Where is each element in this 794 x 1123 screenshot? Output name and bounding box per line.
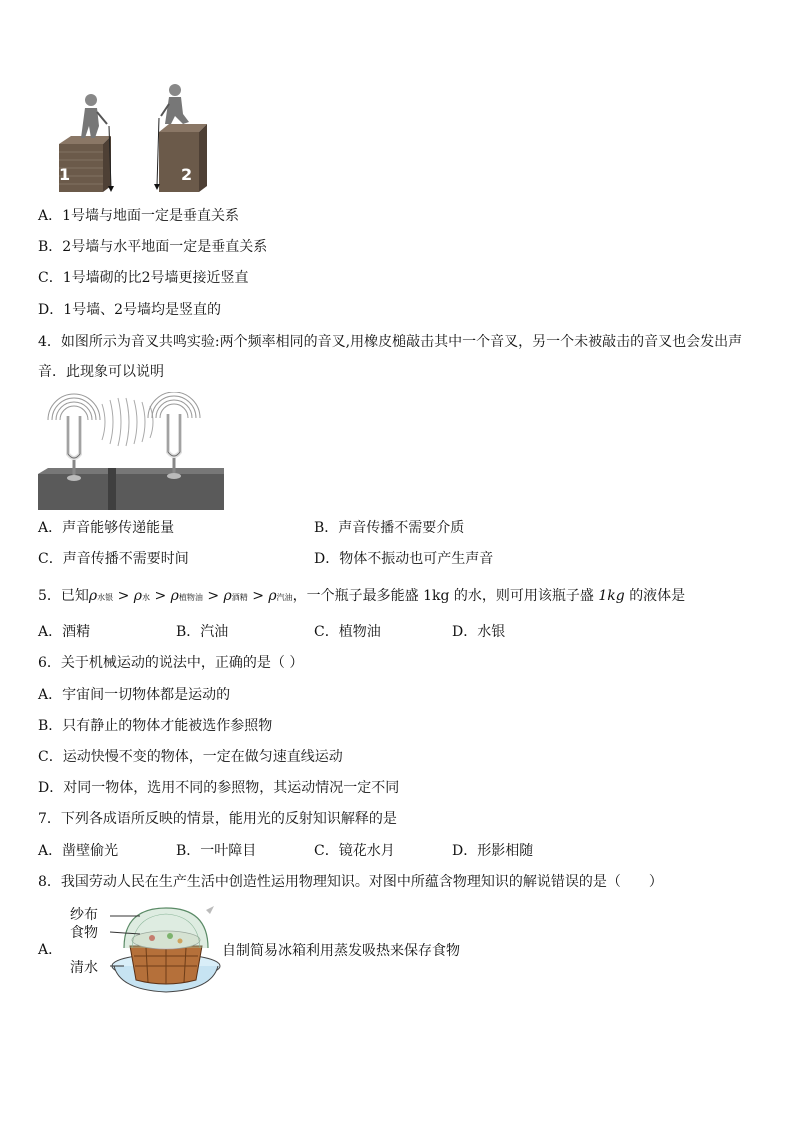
q4-option-a: A．声音能够传递能量: [38, 520, 175, 536]
q4-stem-line1: 4．如图所示为音叉共鸣实验:两个频率相同的音叉,用橡皮槌敲击其中一个音叉，另一个未被敲击的音叉也会发出声: [38, 334, 743, 350]
q8-option-a-text: 自制简易冰箱利用蒸发吸热来保存食物: [222, 943, 460, 959]
sub-mercury: 水银: [97, 593, 114, 602]
gt-symbol: >: [154, 588, 167, 604]
q8-stem: 8．我国劳动人民在生产生活中创造性运用物理知识。对图中所蕴含物理知识的解说错误的是（ ）: [38, 874, 663, 890]
q4-option-d: D．物体不振动也可产生声音: [314, 551, 494, 567]
tuning-fork-figure: [38, 392, 224, 510]
q5-option-b: B．汽油: [176, 624, 229, 640]
food-label: 食物: [70, 925, 98, 941]
q7-option-d: D．形影相随: [452, 843, 534, 859]
q8-option-a-letter: A．: [38, 942, 63, 958]
q4-option-c: C．声音传播不需要时间: [38, 551, 189, 567]
rho-symbol: ρ: [223, 588, 232, 604]
q7-option-b: B．一叶障目: [176, 843, 257, 859]
q6-option-b: B．只有静止的物体才能被选作参照物: [38, 718, 273, 734]
q7-option-c: C．镜花水月: [314, 843, 395, 859]
q3-option-a: A．1号墙与地面一定是垂直关系: [38, 208, 240, 224]
sub-water: 水: [142, 593, 151, 602]
cooler-basket-figure: [110, 904, 222, 996]
q3-option-b: B．2号墙与水平地面一定是垂直关系: [38, 239, 268, 255]
q6-stem: 6．关于机械运动的说法中，正确的是（ ）: [38, 655, 304, 671]
wall-2-label: 2: [181, 165, 193, 184]
q3-option-d: D．1号墙、2号墙均是竖直的: [38, 302, 222, 318]
gauze-label: 纱布: [70, 907, 98, 923]
gt-symbol: >: [207, 588, 220, 604]
plumb-line-walls-figure: [55, 82, 215, 194]
gt-symbol: >: [252, 588, 264, 604]
q4-stem-line2: 音．此现象可以说明: [38, 364, 164, 380]
q5-middle: ，一个瓶子最多能盛 1kg 的水，则可用该瓶子盛: [292, 588, 594, 604]
wall-1-label: 1: [59, 165, 71, 184]
q7-option-a: A．凿壁偷光: [38, 843, 119, 859]
sub-alcohol: 酒精: [231, 593, 248, 602]
q6-option-a: A．宇宙间一切物体都是运动的: [38, 687, 231, 703]
q4-option-b: B．声音传播不需要介质: [314, 520, 465, 536]
sub-gasoline: 汽油: [276, 593, 293, 602]
q3-option-c: C．1号墙砌的比2号墙更接近竖直: [38, 270, 249, 286]
rho-symbol: ρ: [133, 588, 143, 604]
q7-stem: 7．下列各成语所反映的情景，能用光的反射知识解释的是: [38, 811, 397, 827]
q5-option-c: C．植物油: [314, 624, 381, 640]
rho-symbol: ρ: [170, 588, 179, 604]
q5-suffix: 的液体是: [629, 588, 686, 604]
rho-symbol: ρ: [88, 588, 98, 604]
q5-unit: 1kg: [598, 588, 625, 604]
water-label: 清水: [70, 960, 98, 976]
rho-symbol: ρ: [268, 588, 277, 604]
q6-option-c: C．运动快慢不变的物体，一定在做匀速直线运动: [38, 749, 343, 765]
q5-option-a: A．酒精: [38, 624, 91, 640]
q5-prefix: 5．已知: [38, 588, 89, 604]
q5-option-d: D．水银: [452, 624, 506, 640]
sub-vegetable-oil: 植物油: [178, 593, 203, 602]
q6-option-d: D．对同一物体，选用不同的参照物，其运动情况一定不同: [38, 780, 400, 796]
q5-stem: [38, 586, 685, 608]
gt-symbol: >: [117, 588, 130, 604]
